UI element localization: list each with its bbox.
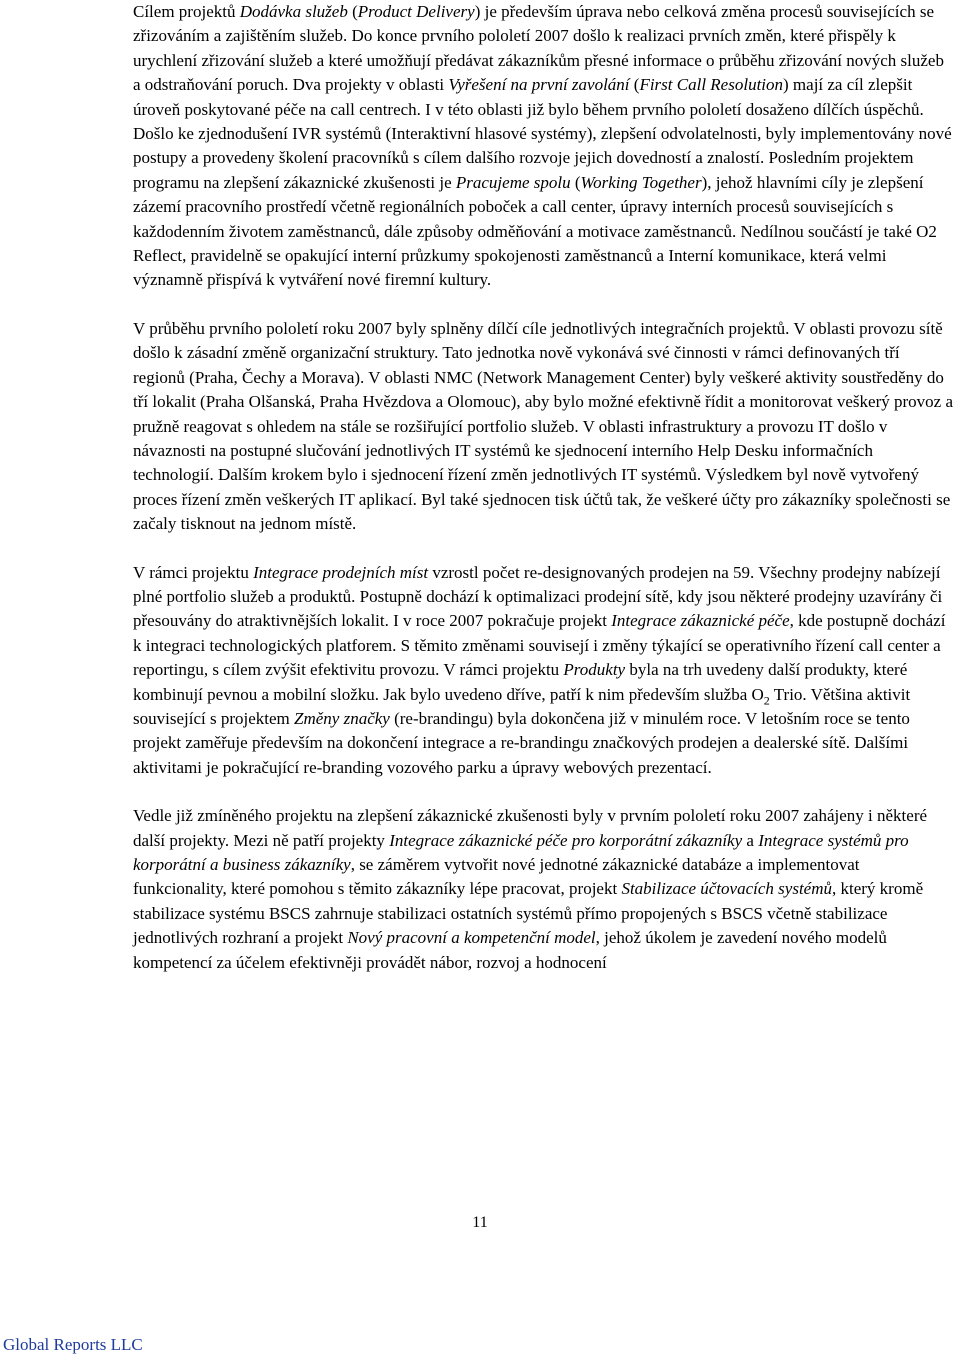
page-number: 11 — [472, 1214, 488, 1231]
text-run: Cílem projektů — [133, 2, 240, 21]
italic-term: First Call Resolution — [639, 75, 784, 95]
footer-publisher: Global Reports LLC — [3, 1335, 143, 1354]
paragraph-gap — [133, 780, 953, 804]
italic-term: Integrace systémů pro korporátní a business zákazníky — [133, 830, 909, 874]
text-run: ) mají za cíl zlepšit úroveň poskytované péče na call centrech. I v této oblasti již bylo během prvního pololetí dosaženo dílčích úspěchů. Došlo ke zjednodušení IVR systémů (Interaktivní hlasové systémy), zlepšení odvolatelnosti, byly implementovány nové postupy a provedeny školení pracovníků s cílem dalšího rozvoje jejich dovedností a znalostí. Posledním projektem programu na zlepšení zákaznické zkušenosti je — [133, 75, 952, 192]
text-run: , se záměrem vytvořit nové jednotné zákaznické databáze a implementovat funkcionality, které pomohou s těmito zákazníky lépe pracovat, projekt — [133, 855, 860, 899]
text-run: byla na trh uvedeny další produkty, které kombinují pevnou a mobilní složku. Jak bylo uvedeno dříve, patří k nim především služba O — [133, 660, 908, 704]
document-body — [133, 0, 953, 975]
italic-term: Working Together — [580, 172, 702, 192]
text-run: ( — [629, 75, 640, 95]
italic-term: Stabilizace účtovacích systémů — [621, 879, 832, 899]
italic-term: Změny značky — [294, 708, 390, 728]
subscript: 2 — [763, 692, 770, 707]
paragraph — [133, 317, 953, 537]
text-run: Trio. Většina aktivit související s projektem — [133, 684, 911, 728]
text-run: a — [742, 830, 759, 850]
paragraph-gap — [133, 537, 953, 561]
text-run: ( — [347, 2, 358, 21]
italic-term: Dodávka služeb — [239, 2, 348, 21]
text-run: ), jehož hlavními cíly je zlepšení zázemí pracovního prostředí včetně regionálních poboček a call center, úpravy interních procesů souvisejících s každodenním životem zaměstnanců, dále způsoby odměňování a motivace zaměstnanců. Nedílnou součástí je také O2 Reflect, pravidelně se opakující interní průzkumy spokojenosti zaměstnanců a Interní komunikace, která velmi významně přispívá k vytváření nové firemní kultury. — [133, 172, 937, 290]
text-run: (re-brandingu) byla dokončena již v minulém roce. V letošním roce se tento projekt zaměřuje především na dokončení integrace a re-brandingu značkových prodejen a dealerské sítě. Dalšími aktivitami je pokračující re-branding vozového parku a úpravy webových prezentací. — [133, 708, 910, 777]
italic-term: Pracujeme spolu — [455, 172, 571, 192]
paragraph — [133, 0, 953, 293]
paragraph — [133, 804, 953, 975]
paragraph-gap — [133, 293, 953, 317]
text-run: V rámci projektu — [133, 562, 254, 582]
italic-term: Produkty — [563, 660, 626, 680]
text-run: , jehož úkolem je zavedení nového modelů kompetencí za účelem efektivněji provádět nábor, rozvoj a hodnocení — [133, 928, 887, 972]
italic-term: Vyřešení na první zavolání — [448, 75, 630, 95]
text-run: ) je především úprava nebo celková změna procesů souvisejících se zřizováním a zajištěním služeb. Do konce prvního pololetí 2007 došlo k realizaci prvních změn, které přispěly k urychlení zřizování služeb a které umožňují předávat zákazníkům přesné informace o průběhu zřizování nových služeb a odstraňování poruch. Dva projekty v oblasti — [133, 2, 944, 95]
text-run: vzrostl počet re-designovaných prodejen na 59. Všechny prodejny nabízejí plné portfolio služeb a produktů. Postupně dochází k optimalizaci prodejní sítě, kdy jsou některé prodejny uzavírány či přesouvány do atraktivnějších lokalit. I v roce 2007 pokračuje projekt — [133, 562, 943, 631]
italic-term: Integrace zákaznické péče pro korporátní zákazníky — [389, 830, 743, 850]
italic-term: Integrace prodejních míst — [253, 562, 429, 582]
text-run: Vedle již zmíněného projektu na zlepšení zákaznické zkušenosti byly v prvním pololetí roku 2007 zahájeny i některé další projekty. Mezi ně patří projekty — [133, 806, 928, 850]
text-run: ( — [570, 172, 581, 192]
italic-term: Product Delivery — [357, 2, 475, 21]
italic-term: Nový pracovní a kompetenční model — [347, 928, 596, 948]
text-run: , který kromě stabilizace systému BSCS zahrnuje stabilizaci ostatních systémů přímo propojených s BSCS včetně stabilizace jednotlivých rozhraní a projekt — [133, 879, 924, 948]
text-run: , kde postupně dochází k integraci technologických platforem. S těmito změnami souvisejí i změny týkající se operativního řízení call center a reportingu, s cílem zvýšit efektivitu provozu. V rámci projektu — [133, 611, 946, 680]
text-run: V průběhu prvního pololetí roku 2007 byly splněny dílčí cíle jednotlivých integračních projektů. V oblasti provozu sítě došlo k zásadní změně organizační struktury. Tato jednotka nově vykonává své činnosti v rámci definovaných tří regionů (Praha, Čechy a Morava). V oblasti NMC (Network Management Center) byly veškeré aktivity soustředěny do tří lokalit (Praha Olšanská, Praha Hvězdova a Olomouc), aby bylo možné efektivně řídit a monitorovat veškerý provoz a pružně reagovat s ohledem na stále se rozšiřující portfolio služeb. V oblasti infrastruktury a provozu IT došlo v návaznosti na postupné slučování jednotlivých IT systémů ke sjednocení interního Help Desku informačních technologií. Dalším krokem bylo i sjednocení řízení změn jednotlivých IT systémů. Výsledkem byl nově vytvořený proces řízení změn veškerých IT aplikací. Byl také sjednocen tisk účtů tak, že veškeré účty pro zákazníky společnosti se začaly tisknout na jednom místě. — [133, 318, 954, 534]
italic-term: Integrace zákaznické péče — [611, 611, 790, 631]
paragraph — [133, 561, 953, 781]
